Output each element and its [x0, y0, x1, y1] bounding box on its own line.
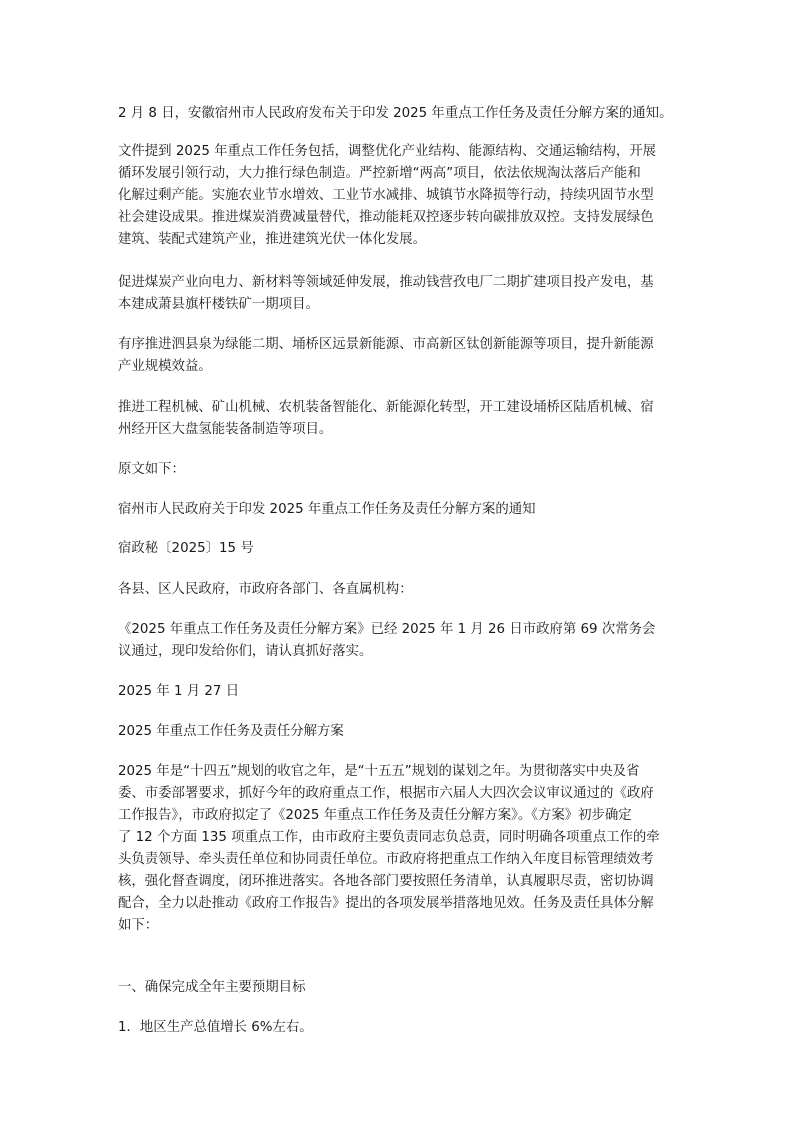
section-heading	[118, 977, 698, 999]
text-line: 建筑、装配式建筑产业，推进建筑光伏一体化发展。	[118, 232, 426, 247]
text-line: 各县、区人民政府，市政府各部门、各直属机构：	[118, 582, 413, 597]
notice-title	[118, 499, 698, 521]
text-line: 循环发展引领行动，大力推行绿色制造。严控新增“两高”项目，依法依规淘汰落后产能和	[118, 166, 641, 181]
text-line: 文件提到 2025 年重点工作任务包括，调整优化产业结构、能源结构、交通运输结构，开展	[118, 144, 657, 159]
text-line: 头负责领导、牵头责任单位和协同责任单位。市政府将把重点工作纳入年度目标管理绩效考	[118, 852, 654, 867]
text-line: 宿州市人民政府关于印发 2025 年重点工作任务及责任分解方案的通知	[118, 502, 536, 517]
coal-paragraph	[118, 272, 698, 316]
text-line: 核，强化督查调度，闭环推进落实。各地各部门要按照任务清单，认真履职尽责，密切协调	[118, 874, 654, 889]
notice-body	[118, 619, 698, 663]
text-line: 产业规模效益。	[118, 359, 212, 374]
text-line: 推进工程机械、矿山机械、农机装备智能化、新能源化转型，开工建设埇桥区陆盾机械、宿	[118, 400, 654, 415]
text-line: 议通过，现印发给你们，请认真抓好落实。	[118, 644, 373, 659]
text-line: 如下：	[118, 918, 159, 933]
text-line: 宿政秘〔2025〕15 号	[118, 541, 254, 556]
original-text-label	[118, 459, 698, 481]
text-line: 《2025 年重点工作任务及责任分解方案》已经 2025 年 1 月 26 日市政府第 69 次常务会	[118, 622, 656, 637]
text-line: 工作报告》，市政府拟定了《2025 年重点工作任务及责任分解方案》。《方案》初步确定	[118, 808, 632, 823]
summary-paragraph	[118, 141, 698, 251]
text-line: 2 月 8 日，安徽宿州市人民政府发布关于印发 2025 年重点工作任务及责任分解方案的通知。	[118, 106, 673, 121]
plan-intro-paragraph	[118, 761, 698, 937]
text-line: 配合，全力以赴推动《政府工作报告》提出的各项发展举措落地见效。任务及责任具体分解	[118, 896, 654, 911]
text-line: 促进煤炭产业向电力、新材料等领域延伸发展，推动钱营孜电厂二期扩建项目投产发电，基	[118, 275, 654, 290]
text-line: 化解过剩产能。实施农业节水增效、工业节水减排、城镇节水降损等行动，持续巩固节水型	[118, 188, 654, 203]
machinery-paragraph	[118, 397, 698, 441]
intro-paragraph	[118, 103, 698, 125]
plan-title	[118, 721, 698, 743]
text-line: 本建成萧县旗杆楼铁矿一期项目。	[118, 297, 319, 312]
addressee	[118, 579, 698, 601]
text-line: 有序推进泗县泉为绿能二期、埇桥区远景新能源、市高新区钛创新能源等项目，提升新能源	[118, 337, 654, 352]
text-line: 1．地区生产总值增长 6%左右。	[118, 1020, 313, 1035]
text-line: 州经开区大盘氢能装备制造等项目。	[118, 422, 333, 437]
list-item	[118, 1017, 698, 1039]
text-line: 委、市委部署要求，抓好今年的政府重点工作，根据市六届人大四次会议审议通过的《政府	[118, 786, 654, 801]
text-line: 社会建设成果。推进煤炭消费减量替代，推动能耗双控逐步转向碳排放双控。支持发展绿色	[118, 210, 654, 225]
text-line: 2025 年是“十四五”规划的收官之年，是“十五五”规划的谋划之年。为贯彻落实中央及省	[118, 764, 640, 779]
text-line: 原文如下：	[118, 462, 185, 477]
document-number	[118, 538, 698, 560]
text-line: 了 12 个方面 135 项重点工作，由市政府主要负责同志负总责，同时明确各项重点工作的牵	[118, 830, 660, 845]
text-line: 一、确保完成全年主要预期目标	[118, 980, 306, 995]
new-energy-paragraph	[118, 334, 698, 378]
text-line: 2025 年重点工作任务及责任分解方案	[118, 724, 344, 739]
text-line: 2025 年 1 月 27 日	[118, 684, 240, 699]
notice-date	[118, 681, 698, 703]
